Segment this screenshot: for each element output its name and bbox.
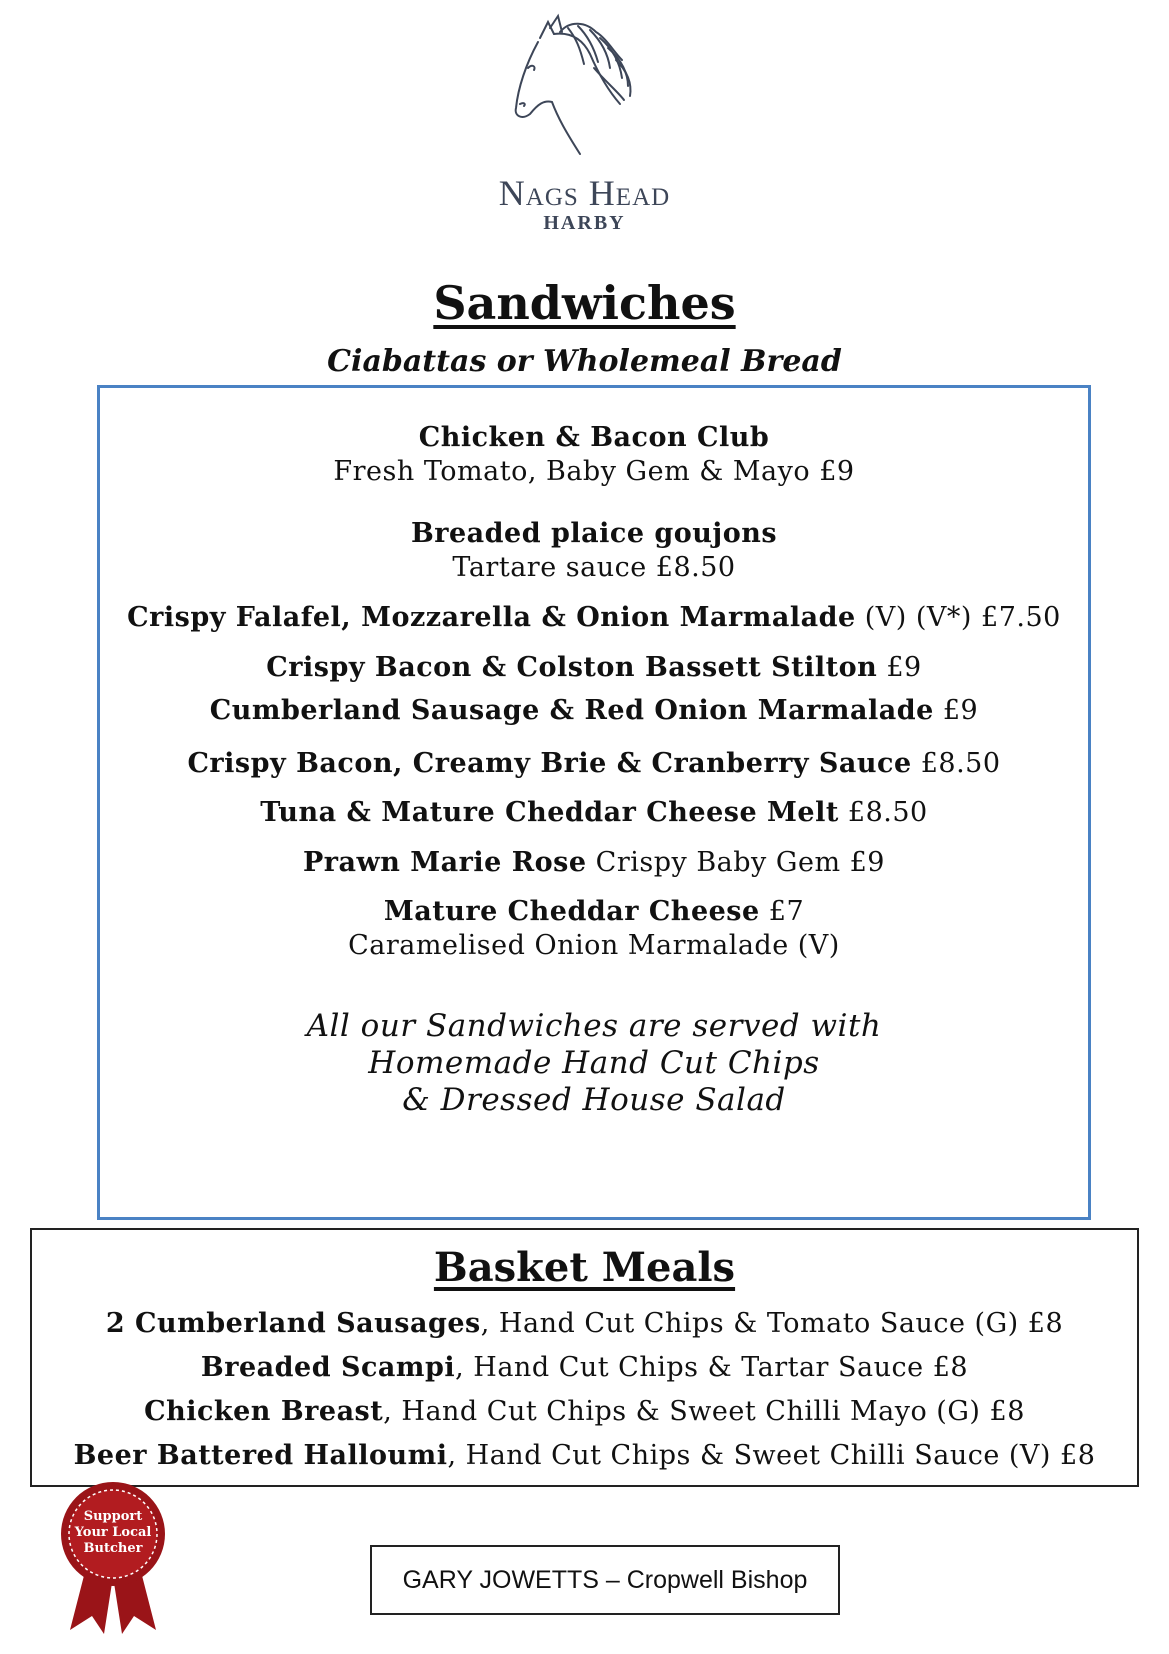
item-detail: , Hand Cut Chips & Sweet Chilli Mayo (G) £8 — [383, 1396, 1025, 1427]
support-butcher-ribbon-icon — [58, 1480, 168, 1635]
menu-item — [100, 847, 1088, 878]
menu-item — [100, 896, 1088, 927]
item-detail: £8.50 — [911, 748, 1001, 779]
menu-item — [32, 1352, 1137, 1383]
horse-head-logo-icon — [510, 8, 660, 168]
item-detail: Tartare sauce £8.50 — [452, 552, 736, 583]
item-name: Beer Battered Halloumi — [73, 1440, 448, 1471]
item-name: Tuna & Mature Cheddar Cheese Melt — [260, 797, 839, 828]
item-detail: £7 — [759, 896, 805, 927]
item-name: Chicken Breast — [144, 1396, 384, 1427]
item-detail: Fresh Tomato, Baby Gem & Mayo £9 — [333, 456, 855, 487]
butcher-label: GARY JOWETTS – Cropwell Bishop — [402, 1565, 808, 1594]
menu-item — [32, 1308, 1137, 1339]
brand-location: HARBY — [543, 212, 626, 234]
ribbon-text: Support — [83, 1509, 143, 1524]
item-name: Mature Cheddar Cheese — [383, 896, 760, 927]
item-name: Crispy Falafel, Mozzarella & Onion Marmalade — [127, 602, 856, 633]
item-name: Crispy Bacon & Colston Bassett Stilton — [266, 652, 878, 683]
menu-item — [100, 518, 1088, 549]
menu-item — [100, 422, 1088, 453]
item-detail: , Hand Cut Chips & Tartar Sauce £8 — [455, 1352, 969, 1383]
item-detail: , Hand Cut Chips & Sweet Chilli Sauce (V) £8 — [447, 1440, 1096, 1471]
item-name: Chicken & Bacon Club — [418, 422, 770, 453]
item-name: Breaded plaice goujons — [410, 518, 778, 549]
item-name: Prawn Marie Rose — [303, 847, 587, 878]
menu-item — [100, 602, 1088, 633]
item-name: Cumberland Sausage & Red Onion Marmalade — [209, 695, 934, 726]
butcher-label-box — [370, 1545, 840, 1615]
item-name: Crispy Bacon, Creamy Brie & Cranberry Sauce — [187, 748, 912, 779]
sandwiches-subtitle: Ciabattas or Wholemeal Bread — [327, 344, 842, 379]
item-detail: Crispy Baby Gem £9 — [586, 847, 885, 878]
sandwiches-title: Sandwiches — [433, 276, 736, 330]
item-detail: £9 — [877, 652, 922, 683]
menu-item — [100, 797, 1088, 828]
item-name: 2 Cumberland Sausages — [105, 1308, 481, 1339]
serving-note: & Dressed House Salad — [402, 1082, 786, 1118]
basket-meals-panel — [30, 1228, 1139, 1487]
serving-note: All our Sandwiches are served with — [306, 1008, 882, 1044]
menu-item — [100, 748, 1088, 779]
item-detail: £8.50 — [838, 797, 928, 828]
ribbon-text: Your Local — [74, 1525, 152, 1540]
item-name: Breaded Scampi — [200, 1352, 456, 1383]
serving-note: Homemade Hand Cut Chips — [368, 1045, 820, 1081]
menu-item — [32, 1396, 1137, 1427]
ribbon-text: Butcher — [83, 1541, 143, 1556]
basket-meals-title: Basket Meals — [433, 1244, 736, 1291]
item-detail: £9 — [933, 695, 979, 726]
item-detail: , Hand Cut Chips & Tomato Sauce (G) £8 — [480, 1308, 1064, 1339]
item-detail: (V) (V*) £7.50 — [855, 602, 1061, 633]
brand-name: Nags Head — [498, 173, 671, 213]
menu-item — [100, 652, 1088, 683]
item-detail: Caramelised Onion Marmalade (V) — [348, 930, 840, 961]
menu-item — [32, 1440, 1137, 1471]
sandwiches-panel — [97, 385, 1091, 1220]
menu-item — [100, 695, 1088, 726]
